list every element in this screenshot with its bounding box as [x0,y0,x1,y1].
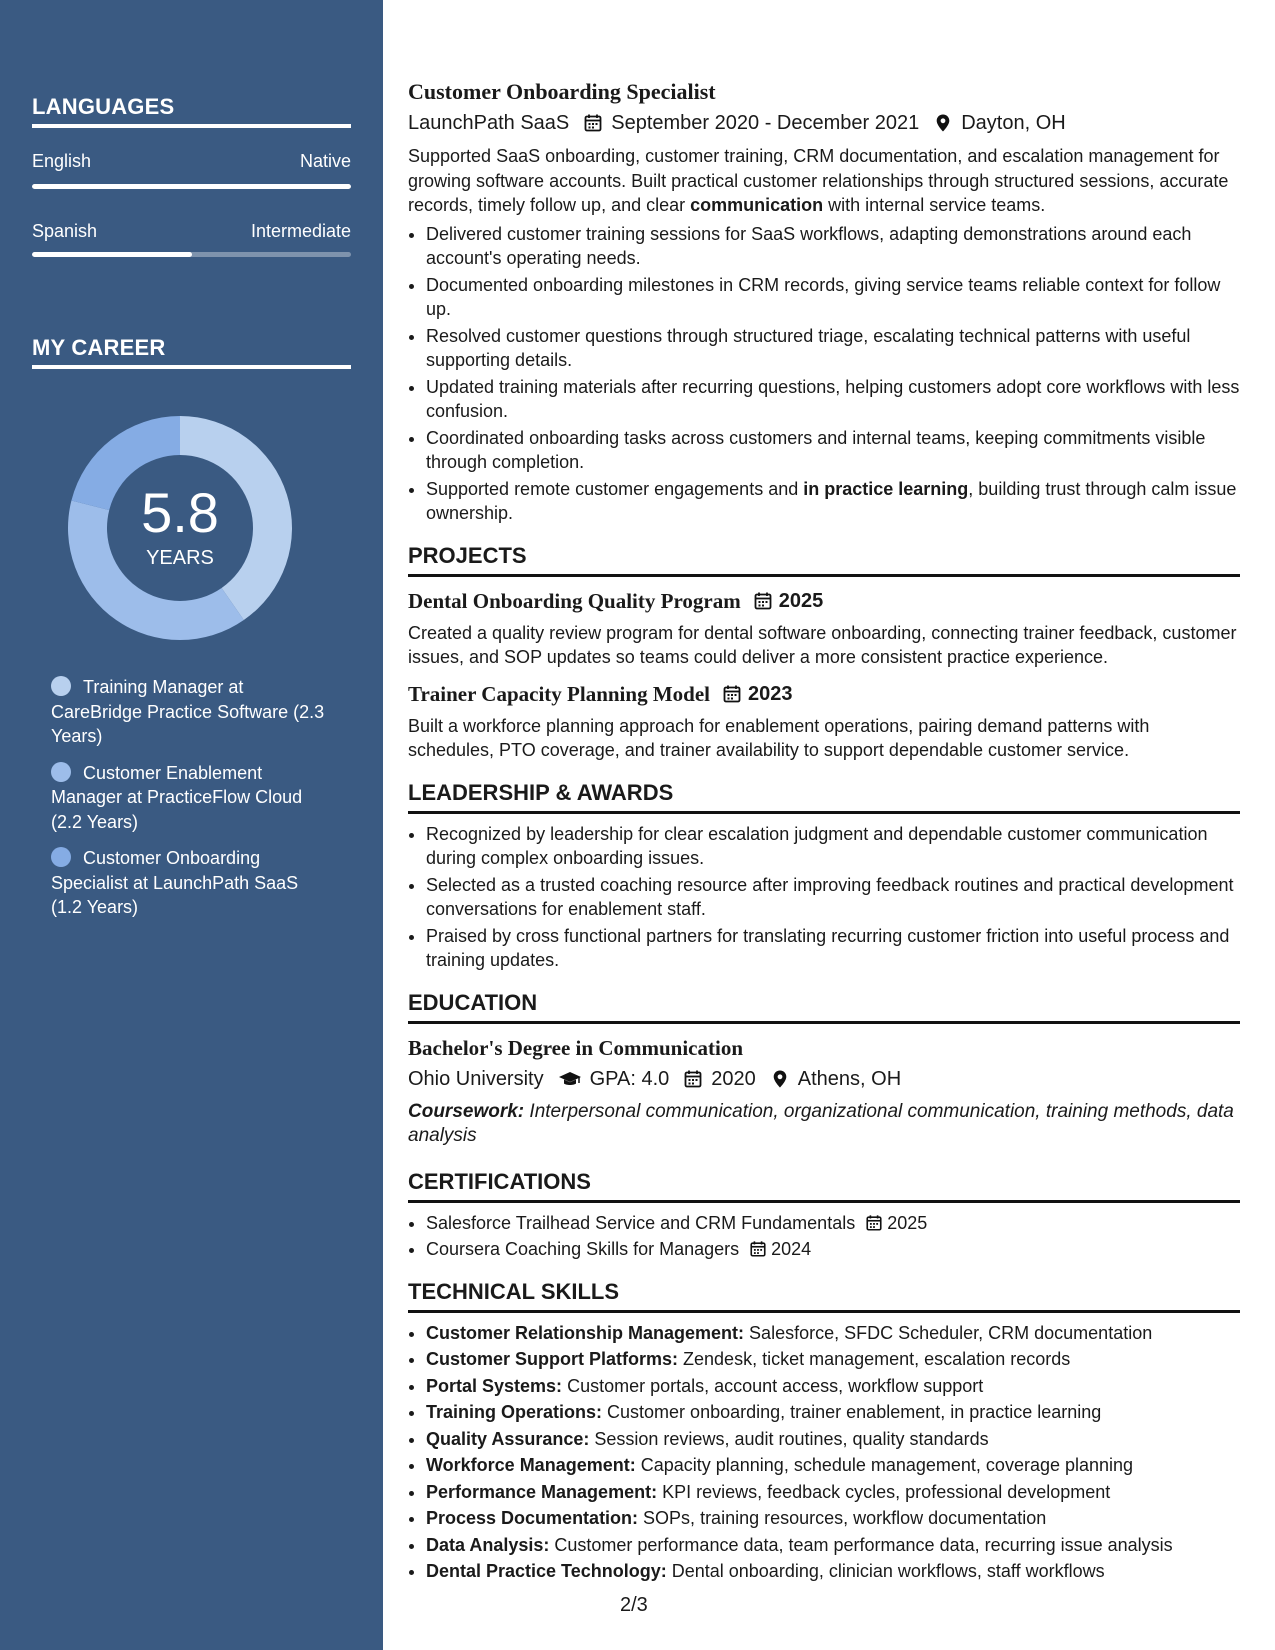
career-item [51,761,331,835]
career-total-value: 5.8 [141,480,219,544]
coursework: Coursework: Interpersonal communication, organizational communication, training methods, data analysis [408,1100,1234,1146]
skill-item: • Portal Systems: Customer portals, account access, workflow support [426,1374,1240,1399]
language-bar-fill [32,252,192,257]
location-pin-icon [770,1069,790,1089]
job-bullet: • Coordinated onboarding tasks across customers and internal teams, keeping commitments visible through completion. [426,426,1240,475]
skill-item: • Training Operations: Customer onboarding, trainer enablement, in practice learning [426,1400,1240,1425]
language-level: Intermediate [250,221,351,241]
skills-heading: TECHNICAL SKILLS [408,1278,1240,1313]
certification-year: 2024 [771,1239,812,1259]
location-pin-icon [933,113,953,133]
calendar-icon [722,684,742,704]
job-location: Dayton, OH [961,112,1066,134]
education-year: 2020 [711,1067,756,1090]
career-item-text: Customer Enablement Manager at PracticeFlow Cloud (2.2 Years) [51,762,303,832]
legend-dot-icon [51,847,71,867]
calendar-icon [753,591,773,611]
job-bullets [408,222,1240,526]
job-bullet: • Supported remote customer engagements and in practice learning, building trust through calm issue ownership. [426,477,1240,526]
skill-item: • Workforce Management: Capacity planning, schedule management, coverage planning [426,1453,1240,1478]
career-item-text: Training Manager at CareBridge Practice Software (2.3 Years) [51,677,325,746]
job-summary: Supported SaaS onboarding, customer training, CRM documentation, and escalation management for growing software accounts. Built practical customer relationships through structured sessions, accurate records, timely follow up, and clear communication with internal service teams. [408,146,1229,215]
job-bullet: • Delivered customer training sessions for SaaS workflows, adapting demonstrations around each account's operating needs. [426,222,1240,271]
education-heading: EDUCATION [408,989,1240,1024]
education-location: Athens, OH [797,1067,902,1090]
career-heading: MY CAREER [32,335,351,369]
sidebar [0,0,383,1650]
calendar-icon [583,113,603,133]
certifications-heading: CERTIFICATIONS [408,1168,1240,1203]
career-donut-chart [67,415,293,641]
project-year: 2025 [778,589,824,612]
main-content [408,78,1240,1586]
degree-title: Bachelor's Degree in Communication [408,1035,743,1060]
career-item [51,846,331,920]
project-description: Created a quality review program for dental software onboarding, connecting trainer feedback, customer issues, and SOP updates so teams could deliver a more consistent practice experience. [408,622,1237,667]
language-name: Spanish [32,221,98,241]
skill-item: • Customer Support Platforms: Zendesk, ticket management, escalation records [426,1347,1240,1372]
education-meta [408,1064,1240,1094]
language-bar-english [32,184,351,189]
leadership-item: • Selected as a trusted coaching resource after improving feedback routines and practical development conversations for enablement staff. [426,873,1240,922]
career-total [67,415,293,641]
job-meta [408,108,1240,138]
skill-item: • Customer Relationship Management: Salesforce, SFDC Scheduler, CRM documentation [426,1321,1240,1346]
career-item [51,675,331,749]
projects-heading: PROJECTS [408,542,1240,577]
project-title: Dental Onboarding Quality Program 2025 [408,588,824,613]
skill-item: • Process Documentation: SOPs, training resources, workflow documentation [426,1506,1240,1531]
leadership-list [408,822,1240,973]
skill-item: • Dental Practice Technology: Dental onboarding, clinician workflows, staff workflows [426,1559,1240,1584]
project-description: Built a workforce planning approach for enablement operations, pairing demand patterns with schedules, PTO coverage, and trainer availability to support dependable customer service. [408,715,1150,760]
job-company: LaunchPath SaaS [408,112,570,134]
certifications-list [408,1211,1240,1262]
career-total-unit: YEARS [146,546,214,569]
leadership-item: • Recognized by leadership for clear escalation judgment and dependable customer communication during complex onboarding issues. [426,822,1240,871]
job-dates: September 2020 - December 2021 [611,112,920,134]
language-row-english [32,151,351,172]
graduation-cap-icon [558,1069,582,1089]
certification-item: • Coursera Coaching Skills for Managers 2024 [426,1237,1240,1262]
career-item-text: Customer Onboarding Specialist at LaunchPath SaaS (1.2 Years) [51,848,299,917]
page-number: 2/3 [620,1594,648,1616]
leadership-item: • Praised by cross functional partners for translating recurring customer friction into useful process and training updates. [426,924,1240,973]
leadership-heading: LEADERSHIP & AWARDS [408,779,1240,814]
language-bar-spanish [32,252,351,257]
career-legend [51,675,331,932]
languages-heading: LANGUAGES [32,94,351,128]
certification-item: • Salesforce Trailhead Service and CRM Fundamentals 2025 [426,1211,1240,1236]
education-gpa: GPA: 4.0 [589,1067,670,1090]
job-title: Customer Onboarding Specialist [408,79,716,104]
language-name: English [32,151,92,171]
certification-year: 2025 [887,1212,928,1233]
language-row-spanish [32,221,351,242]
project-title: Trainer Capacity Planning Model 2023 [408,681,793,706]
job-bullet: • Updated training materials after recurring questions, helping customers adopt core workflows with less confusion. [426,375,1240,424]
legend-dot-icon [51,676,71,696]
job-bullet: • Resolved customer questions through structured triage, escalating technical patterns with useful supporting details. [426,324,1240,373]
skill-item: • Performance Management: KPI reviews, feedback cycles, professional development [426,1480,1240,1505]
skill-item: • Quality Assurance: Session reviews, audit routines, quality standards [426,1427,1240,1452]
legend-dot-icon [51,762,71,782]
project-year: 2023 [747,682,793,705]
language-bar-fill [32,184,351,189]
job-bullet: • Documented onboarding milestones in CRM records, giving service teams reliable context for follow up. [426,273,1240,322]
calendar-icon [865,1214,883,1232]
language-level: Native [299,151,351,171]
school-name: Ohio University [408,1067,544,1090]
calendar-icon [683,1069,703,1089]
calendar-icon [749,1240,767,1258]
skill-item: • Data Analysis: Customer performance data, team performance data, recurring issue analysis [426,1533,1240,1558]
skills-list [408,1321,1240,1584]
